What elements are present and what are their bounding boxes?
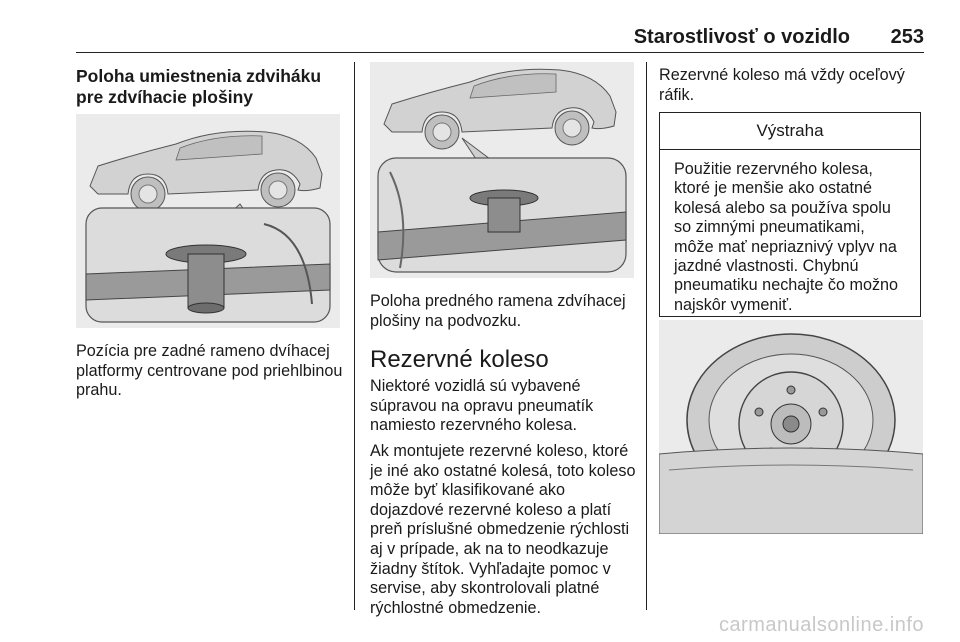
spare-wheel-para-1: Niektoré vozidlá sú vybavené súpravou na opravu pneumatík namiesto rezervného kolesa. <box>370 377 594 435</box>
rear-arm-caption-text: Pozícia pre zadné rameno dvíhacej platformy centrovane pod priehlbinou prahu. <box>76 342 343 400</box>
warning-box <box>659 112 921 317</box>
rear-arm-caption <box>76 342 348 401</box>
header-rule <box>76 52 924 53</box>
warning-text: Použitie rezervného kolesa, ktoré je menšie ako ostatné kolesá alebo sa používa spolu so zimnými pneumatikami, môže mať nepriaznivý vplyv na jazdné vlastnosti. Chybnú pneumatiku nechajte čo možno najskôr vymeniť. <box>674 160 899 314</box>
watermark: carmanualsonline.info <box>718 614 924 636</box>
column-divider-1 <box>354 62 355 610</box>
steel-rim-note: Rezervné koleso má vždy oceľový ráfik. <box>659 66 905 104</box>
spare-wheel-illustration <box>659 320 923 534</box>
rear-lift-arm-illustration <box>76 114 340 328</box>
column-divider-2 <box>646 62 647 610</box>
front-lift-arm-illustration <box>370 62 634 278</box>
spare-wheel-para-2: Ak montujete rezervné koleso, ktoré je iné ako ostatné kolesá, toto koleso môže byť klasifikované ako dojazdové rezervné koleso a platí preň príslušné obmedzenie rýchlosti aj v prípade, ak na to neodkazuje žiadny štítok. Vyhľadajte pomoc v servise, aby skontrolovali platné rýchlostné obmedzenie. <box>370 441 636 617</box>
front-arm-caption: Poloha predného ramena zdvíhacej plošiny na podvozku. <box>370 292 626 330</box>
warning-title: Výstraha <box>660 113 920 150</box>
spare-wheel-heading: Rezervné koleso <box>370 346 549 374</box>
jack-position-heading: Poloha umiestnenia zdviháku pre zdvíhacie plošiny <box>76 66 322 107</box>
page-number: 253 <box>890 26 924 48</box>
column-1 <box>76 66 346 108</box>
running-header-title: Starostlivosť o vozidlo <box>633 26 850 48</box>
column-3 <box>659 66 924 105</box>
column-2 <box>370 292 638 618</box>
